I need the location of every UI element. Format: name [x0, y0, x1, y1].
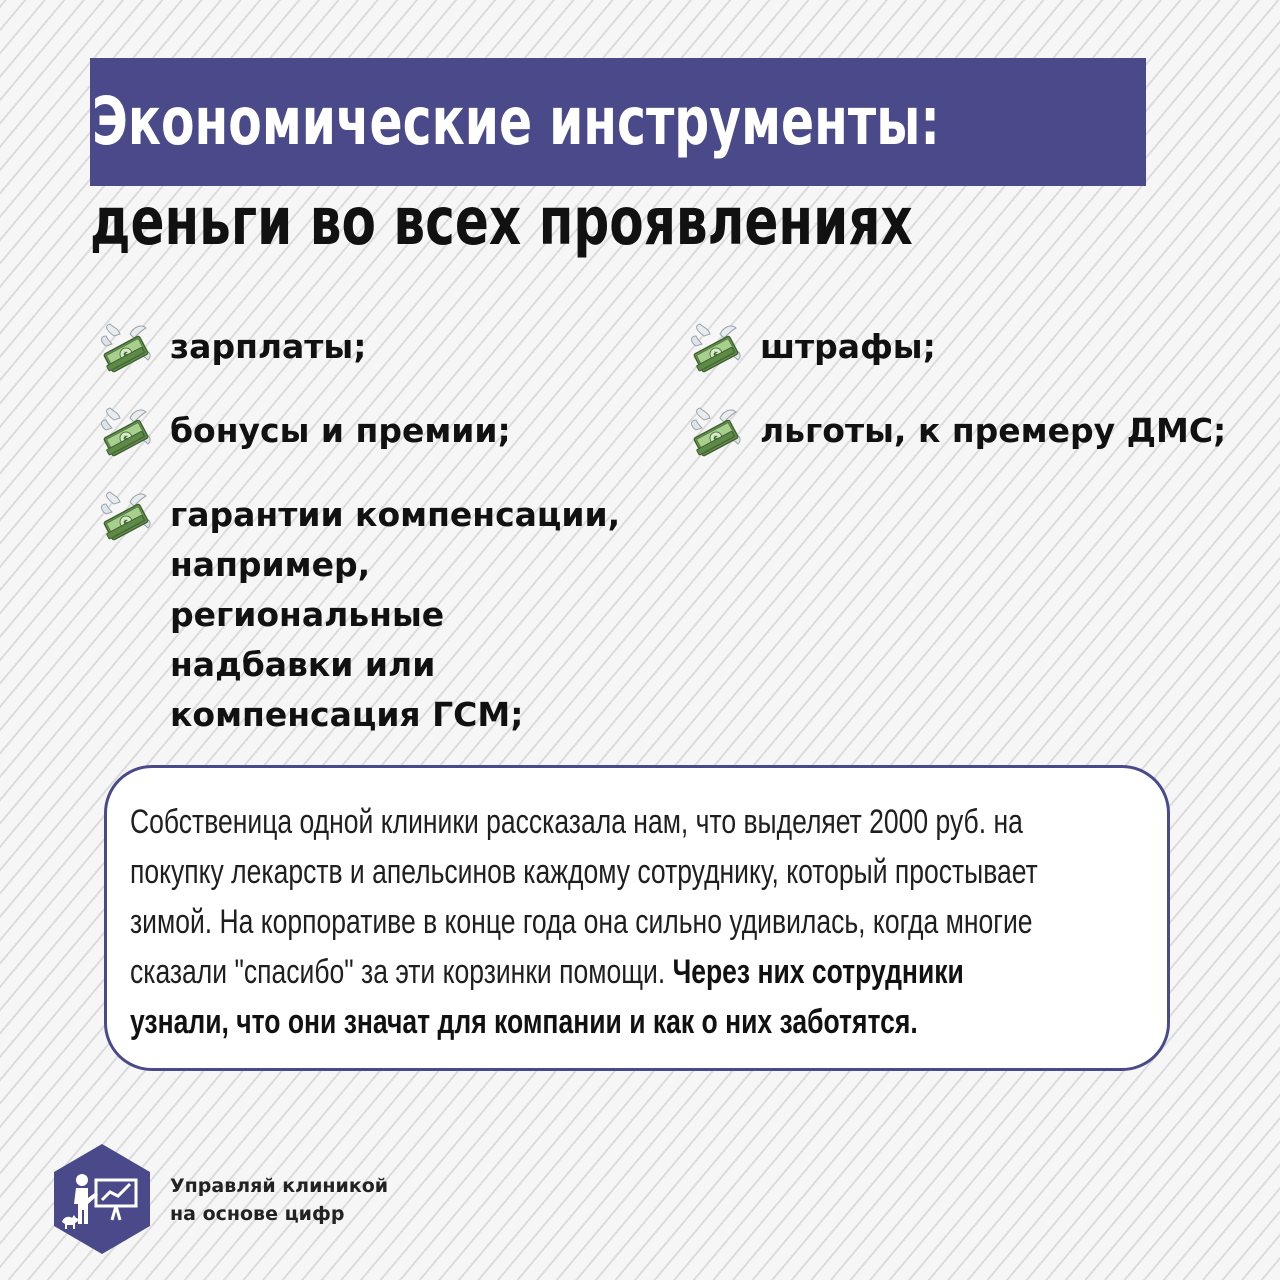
presenter-chart-icon [52, 1142, 152, 1256]
money-with-wings-icon [100, 490, 152, 546]
callout-line [130, 997, 933, 1047]
money-with-wings-icon [690, 322, 742, 378]
list-item-text: зарплаты; [170, 327, 367, 366]
money-with-wings-icon [100, 322, 152, 378]
page-subtitle: деньги во всех проявлениях [90, 183, 913, 260]
story-callout-text [130, 797, 1160, 1047]
money-with-wings-icon [100, 406, 152, 462]
brand-name: Управляй клиникой на основе цифр [170, 1175, 389, 1225]
callout-emphasis: узнали, что они значат для компании и как о них заботятся. [130, 1003, 918, 1041]
list-item-text: штрафы; [760, 327, 936, 366]
callout-line: Собственица одной клиники рассказала нам, что выделяет 2000 руб. на [130, 803, 1023, 841]
list-item [690, 406, 1226, 462]
list-item [690, 322, 936, 378]
callout-line: покупку лекарств и апельсинов каждому сотруднику, который простывает [130, 853, 1038, 891]
callout-line: сказали "спасибо" за эти корзинки помощи. Через них сотрудники [130, 953, 964, 991]
page-title: Экономические инструменты: [90, 58, 1146, 186]
callout-line: зимой. На корпоративе в конце года она сильно удивилась, когда многие [130, 903, 1033, 941]
callout-emphasis: Через них сотрудники [672, 953, 964, 991]
list-item-text: льготы, к премеру ДМС; [760, 411, 1227, 450]
list-item [100, 490, 620, 740]
list-item-text: бонусы и премии; [170, 411, 511, 450]
list-item-text: гарантии компенсации, например, региональные надбавки или компенсация ГСМ; [170, 495, 621, 734]
money-with-wings-icon [690, 406, 742, 462]
list-item [100, 322, 366, 378]
list-item [100, 406, 511, 462]
